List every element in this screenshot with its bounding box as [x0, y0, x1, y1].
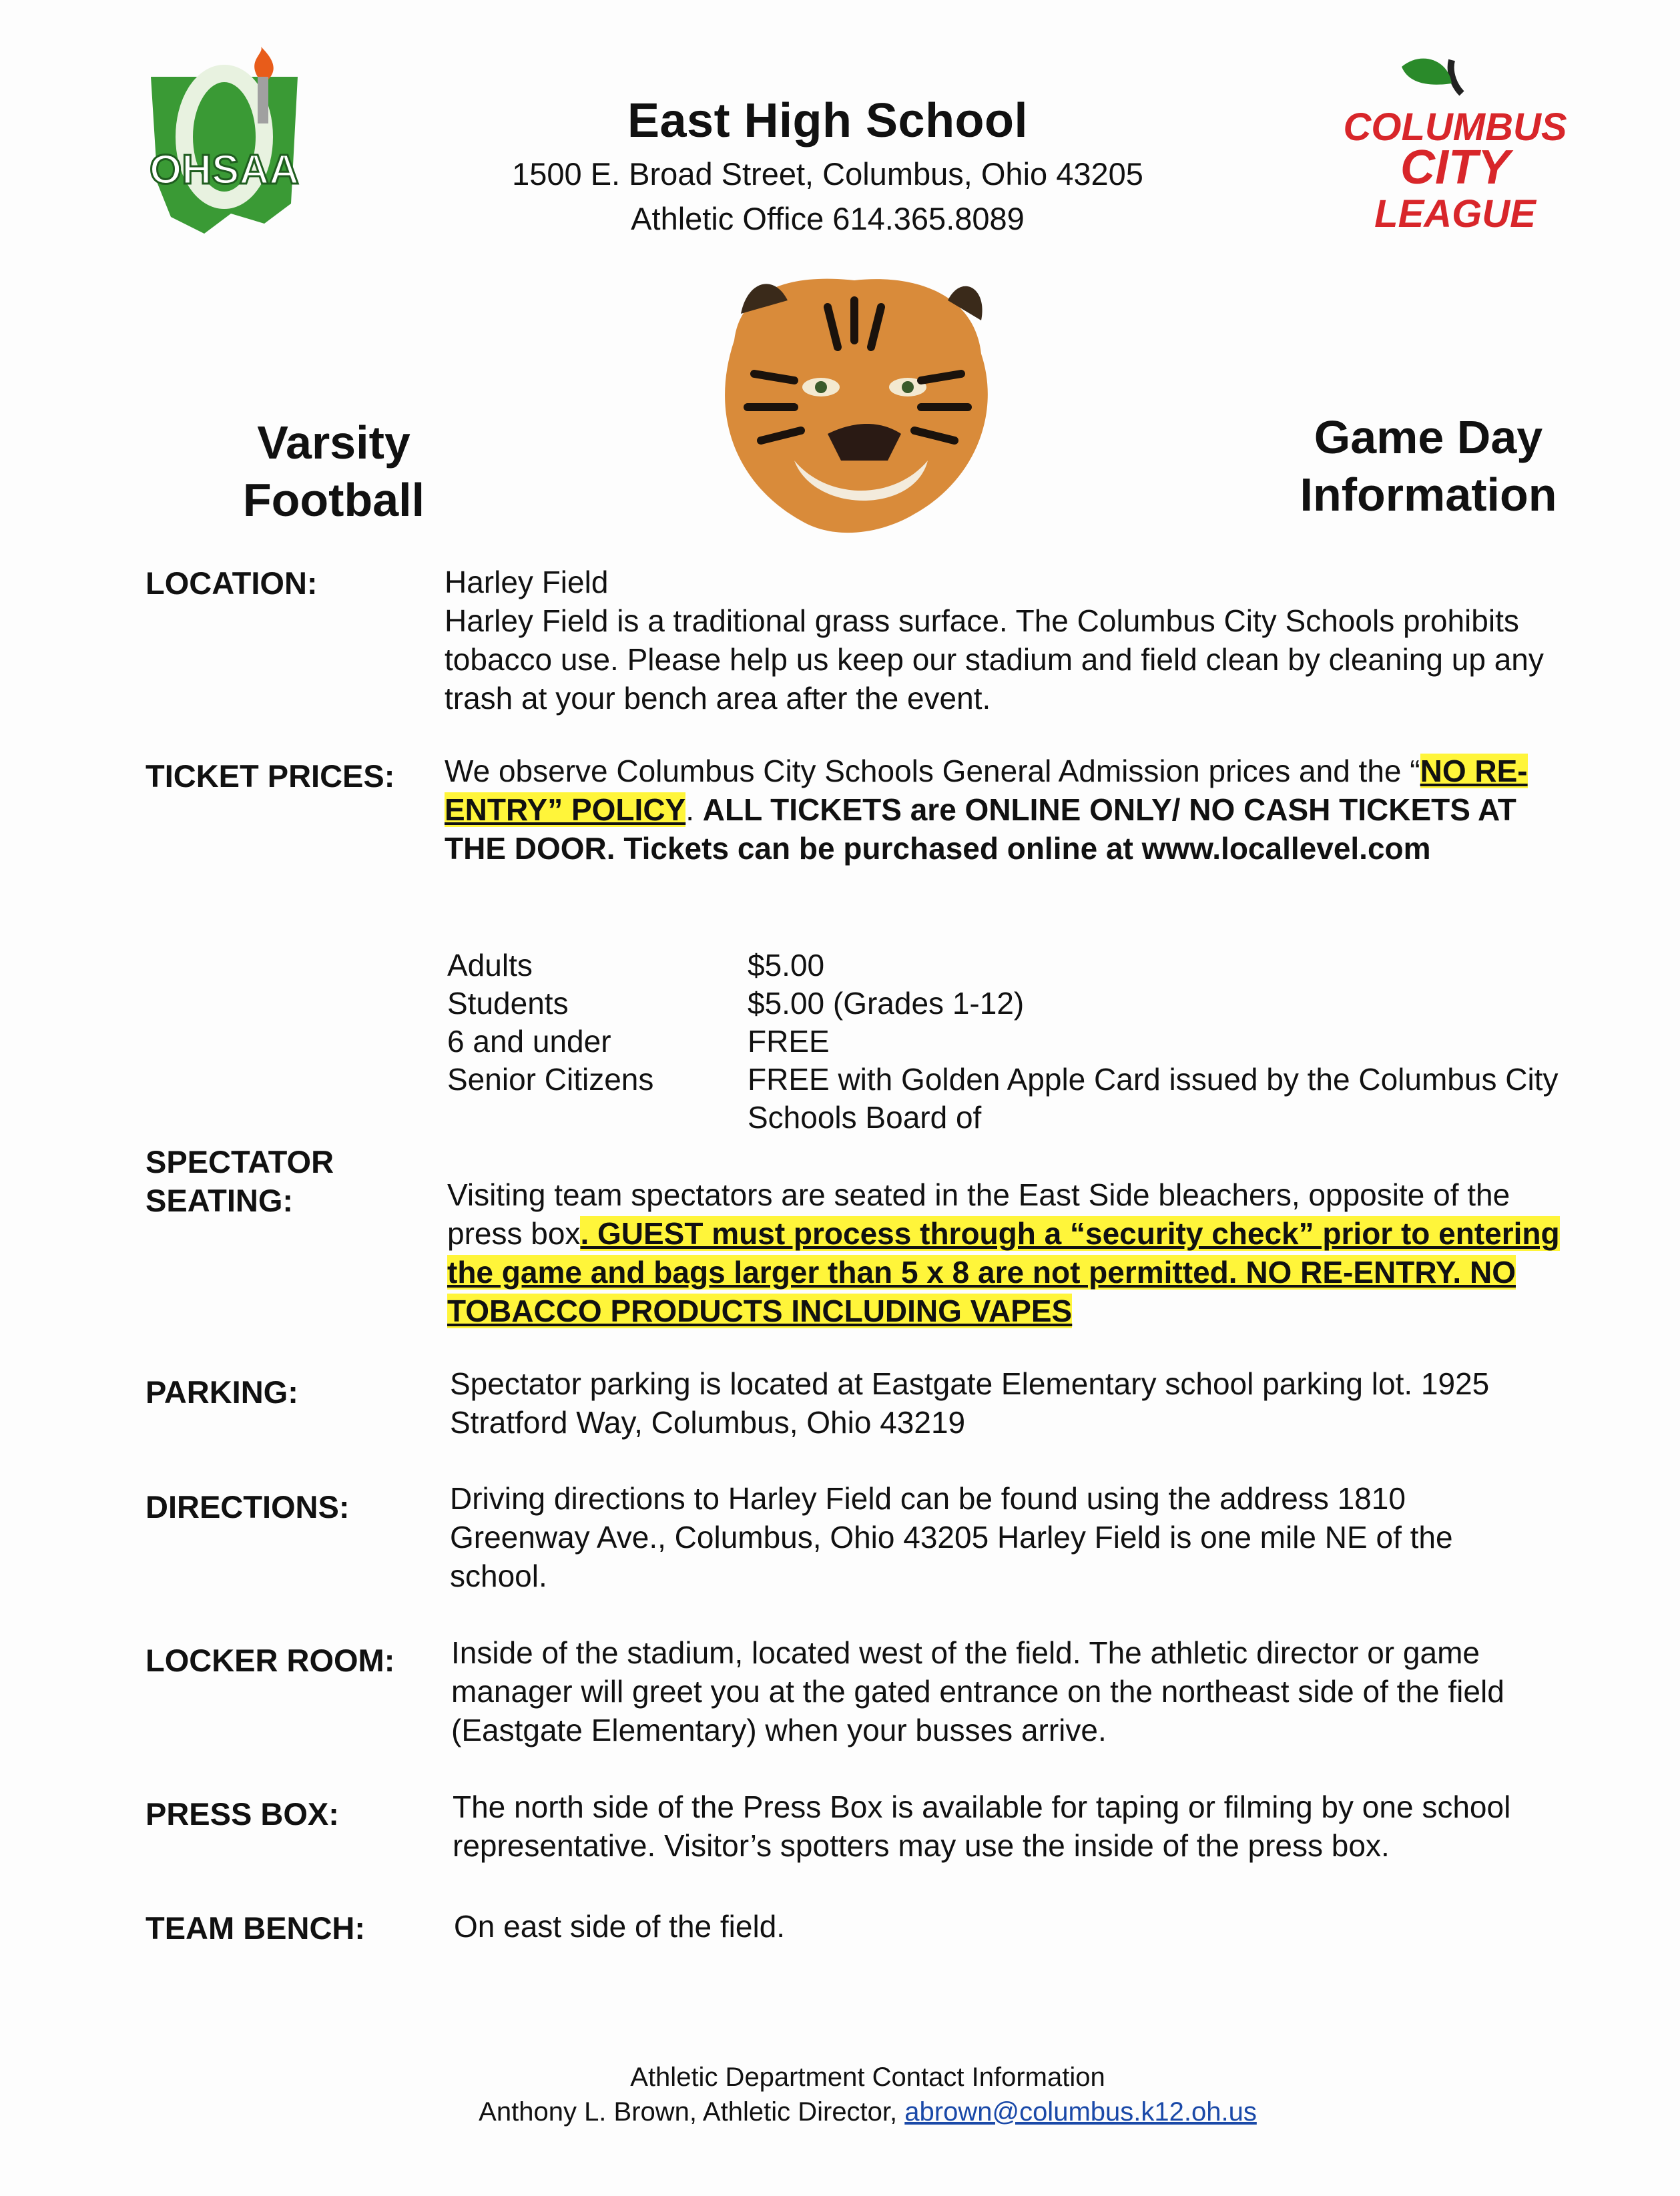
columbus-city-league-apple-icon — [1343, 47, 1567, 260]
price-category: Students — [447, 986, 569, 1021]
directions-label: DIRECTIONS: — [146, 1489, 350, 1525]
locker-room-text: Inside of the stadium, located west of the field. The athletic director or game manager will greet you at the gated entrance on the northeast side of the field (Eastgate Elementary) when your busses arrive. — [451, 1635, 1504, 1747]
locker-room-label: LOCKER ROOM: — [146, 1643, 395, 1678]
price-category: Adults — [447, 948, 533, 983]
school-name: East High School — [627, 94, 1029, 148]
security-check-notice: . GUEST must process through a “security check” prior to entering the game and bags larger than 5 x 8 are not permitted. NO RE-ENTRY. NO TOBACCO PRODUCTS INCLUDING VAPES — [447, 1216, 1560, 1328]
varsity-football-title: Varsity Football — [242, 417, 425, 526]
athletic-office-phone: Athletic Office 614.365.8089 — [631, 201, 1025, 236]
ohsaa-logo-icon — [131, 50, 318, 250]
ohsaa-logo-text: OHSAA — [150, 147, 299, 193]
spectator-seating-label-line2: SEATING: — [146, 1183, 294, 1218]
directions-text: Driving directions to Harley Field can be found using the address 1810 Greenway Ave., Columbus, Ohio 43205 Harley Field is one mile NE of the school. — [450, 1481, 1453, 1593]
contact-heading: Athletic Department Contact Information — [630, 2063, 1105, 2092]
price-value: $5.00 — [748, 948, 825, 983]
ticket-prices-label: TICKET PRICES: — [146, 758, 395, 794]
team-bench-label: TEAM BENCH: — [146, 1910, 365, 1946]
ccl-logo-line3: LEAGUE — [1374, 192, 1536, 236]
athletic-director-email-link[interactable]: abrown@columbus.k12.oh.us — [904, 2097, 1257, 2127]
contact-footer — [400, 2060, 1335, 2129]
tiger-head-icon — [694, 260, 1015, 554]
ticket-separator: . — [685, 792, 703, 827]
ticket-price-table — [447, 946, 1582, 1137]
game-day-information-title: Game Day Information — [1300, 411, 1557, 521]
parking-label: PARKING: — [146, 1374, 298, 1410]
ticket-intro: We observe Columbus City Schools General Admission prices and the — [445, 754, 1410, 788]
parking-text: Spectator parking is located at Eastgate Elementary school parking lot. 1925 Stratford Way, Columbus, Ohio 43219 — [450, 1366, 1490, 1440]
ccl-logo-line1: COLUMBUS — [1343, 105, 1567, 149]
table-row — [447, 946, 1582, 985]
table-row — [447, 1023, 1582, 1061]
price-value: FREE — [748, 1024, 830, 1059]
price-category: Senior Citizens — [447, 1062, 654, 1097]
ticket-quote-open: “ — [1410, 754, 1420, 788]
spectator-seating-label — [146, 1143, 334, 1220]
online-tickets-notice: ALL TICKETS are ONLINE ONLY/ NO CASH TICKETS AT THE DOOR. Tickets can be purchased online at www.locallevel.com — [445, 792, 1516, 866]
team-bench-text: On east side of the field. — [454, 1909, 786, 1944]
location-text — [445, 563, 1566, 718]
table-row — [447, 1061, 1582, 1137]
athletic-director-name: Anthony L. Brown, Athletic Director, — [479, 2097, 905, 2127]
spectator-seating-text — [447, 1175, 1575, 1330]
seating-description: Visiting team spectators are seated in the East Side bleachers, opposite of the press box — [447, 1177, 1510, 1251]
location-label: LOCATION: — [146, 565, 318, 601]
no-reentry-policy: NO RE-ENTRY” POLICY — [445, 754, 1528, 827]
spectator-seating-label-line1: SPECTATOR — [146, 1144, 334, 1179]
price-value: FREE with Golden Apple Card issued by the Columbus City Schools Board of — [748, 1062, 1559, 1135]
price-category: 6 and under — [447, 1024, 611, 1059]
ticket-prices-text — [445, 752, 1566, 868]
press-box-label: PRESS BOX: — [146, 1796, 339, 1832]
press-box-text: The north side of the Press Box is available for taping or filming by one school representative. Visitor’s spotters may use the inside of the press box. — [453, 1790, 1511, 1863]
location-field-name: Harley Field — [445, 565, 609, 599]
location-description: Harley Field is a traditional grass surface. The Columbus City Schools prohibits tobacco use. Please help us keep our stadium and field clean by cleaning up any trash at your bench area after the event. — [445, 603, 1544, 716]
ccl-logo-line2: CITY — [1400, 141, 1510, 194]
school-header — [427, 93, 1228, 238]
price-value: $5.00 (Grades 1-12) — [748, 986, 1025, 1021]
school-address: 1500 E. Broad Street, Columbus, Ohio 43205 — [512, 156, 1143, 192]
table-row — [447, 985, 1582, 1023]
